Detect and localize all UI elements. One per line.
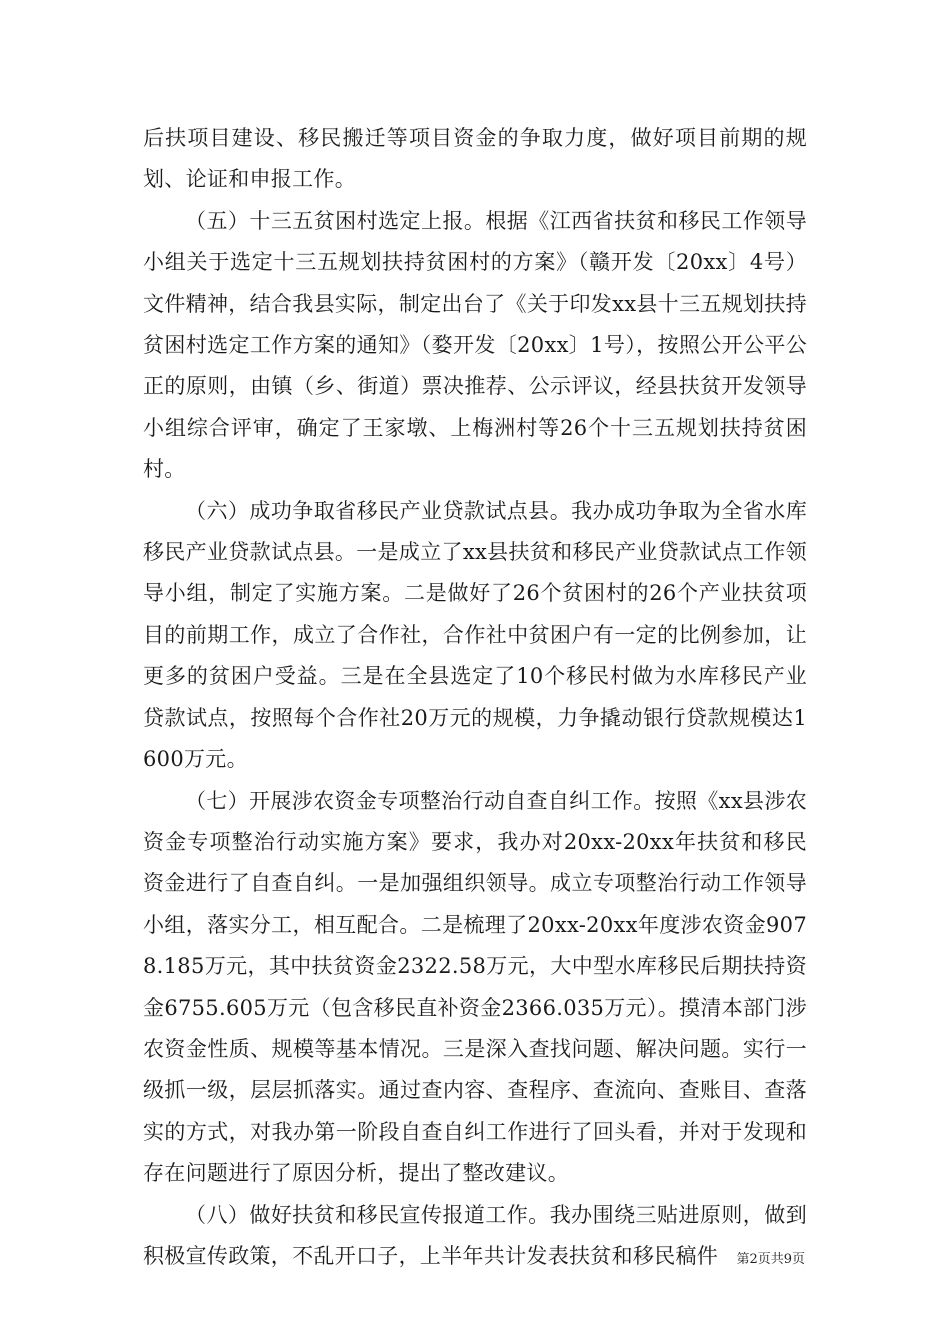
- document-body: [143, 118, 807, 1277]
- page-number-footer: 第2页共9页: [736, 1252, 805, 1267]
- paragraph-section-7: （七）开展涉农资金专项整治行动自查自纠工作。按照《xx县涉农资金专项整治行动实施方案》要求，我办对20xx-20xx年扶贫和移民资金进行了自查自纠。一是加强组织领导。成立专项整治行动工作领导小组，落实分工，相互配合。二是梳理了20xx-20xx年度涉农资金9078.185万元，其中扶贫资金2322.58万元，大中型水库移民后期扶持资金6755.605万元（包含移民直补资金2366.035万元）。摸清本部门涉农资金性质、规模等基本情况。三是深入查找问题、解决问题。实行一级抓一级，层层抓落实。通过查内容、查程序、查流向、查账目、查落实的方式，对我办第一阶段自查自纠工作进行了回头看，并对于发现和存在问题进行了原因分析，提出了整改建议。: [143, 788, 807, 1186]
- paragraph-section-5: （五）十三五贫困村选定上报。根据《江西省扶贫和移民工作领导小组关于选定十三五规划扶持贫困村的方案》（赣开发〔20xx〕4号）文件精神，结合我县实际，制定出台了《关于印发xx县十三五规划扶持贫困村选定工作方案的通知》（婺开发〔20xx〕1号），按照公开公平公正的原则，由镇（乡、街道）票决推荐、公示评议，经县扶贫开发领导小组综合评审，确定了王家墩、上梅洲村等26个十三五规划扶持贫困村。: [143, 208, 807, 482]
- paragraph-section-6: （六）成功争取省移民产业贷款试点县。我办成功争取为全省水库移民产业贷款试点县。一是成立了xx县扶贫和移民产业贷款试点工作领导小组，制定了实施方案。二是做好了26个贫困村的26个产业扶贫项目的前期工作，成立了合作社，合作社中贫困户有一定的比例参加，让更多的贫困户受益。三是在全县选定了10个移民村做为水库移民产业贷款试点，按照每个合作社20万元的规模，力争撬动银行贷款规模达1600万元。: [143, 498, 807, 772]
- paragraph-section-8: （八）做好扶贫和移民宣传报道工作。我办围绕三贴进原则，做到积极宣传政策，不乱开口子，上半年共计发表扶贫和移民稿件: [143, 1202, 807, 1268]
- paragraph-continuation: 后扶项目建设、移民搬迁等项目资金的争取力度，做好项目前期的规划、论证和申报工作。: [143, 126, 807, 192]
